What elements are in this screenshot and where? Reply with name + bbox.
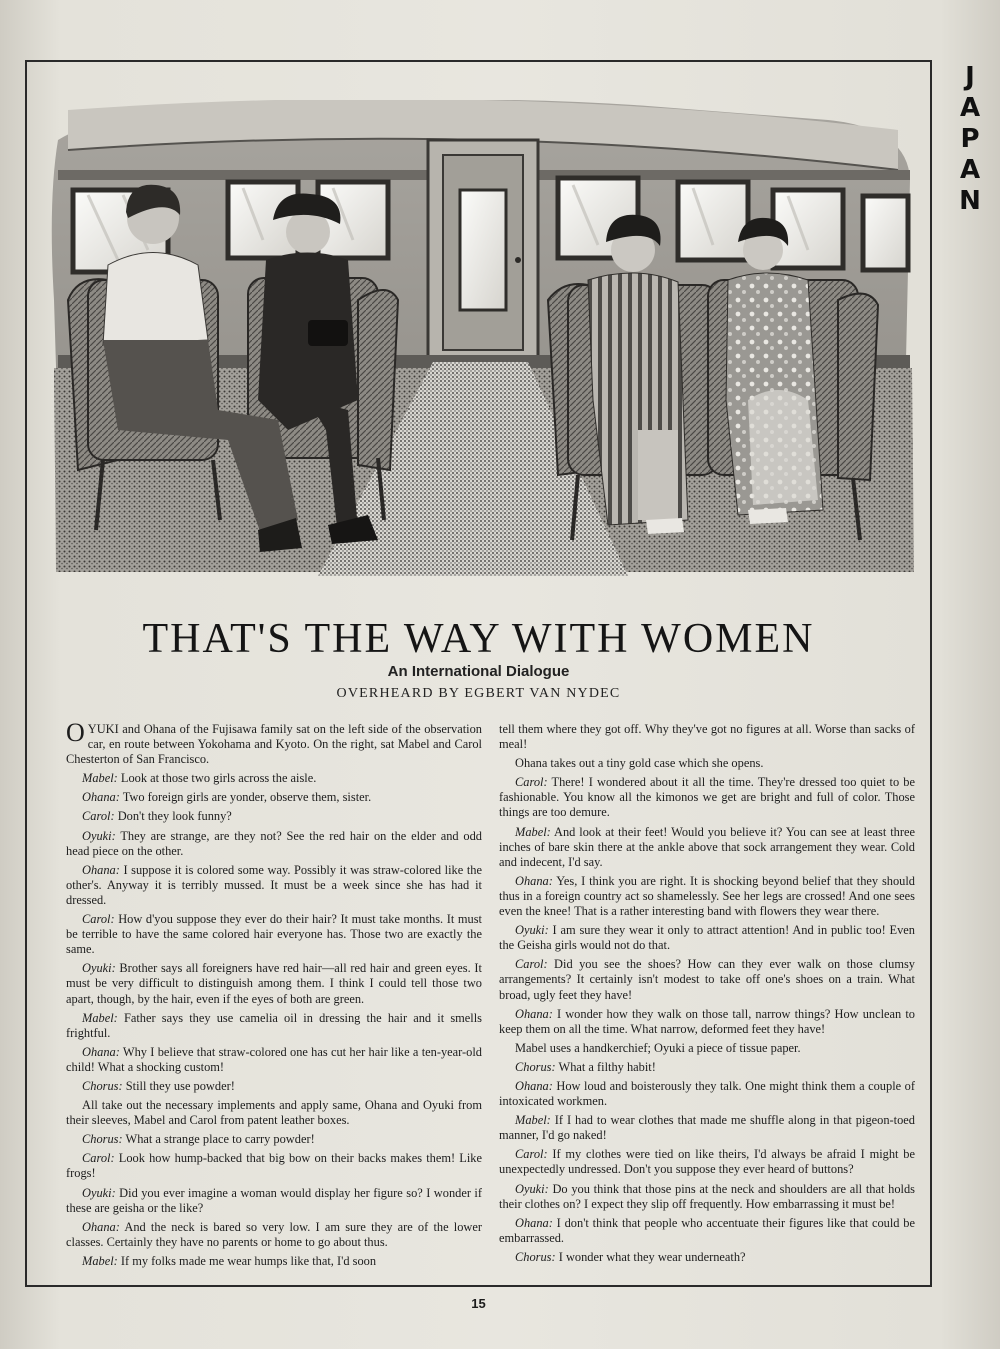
paragraph-text: There! I wondered about it all the time. They're dressed too quiet to be fashionable. You know all the kimonos we get are bright and full of color. Those things are too demure. — [499, 775, 916, 820]
dialogue-paragraph — [499, 874, 915, 919]
paragraph-text: I suppose it is colored some way. Possibly it was straw-colored like the other's. Anyway it is terribly mussed. It must be a week since she has had it dressed. — [66, 862, 482, 907]
paragraph-text: YUKI and Ohana of the Fujisawa family sat on the left side of the observation car, en route between Yokohama and Kyoto. On the right, sat Mabel and Carol Chesterton of San Francisco. — [66, 722, 482, 767]
section-label-japan — [955, 62, 985, 217]
speaker-name: Oyuki: — [82, 828, 116, 843]
dialogue-paragraph — [66, 1151, 482, 1181]
paragraph-text: Father says they use camelia oil in dressing the hair and it smells frightful. — [66, 1010, 482, 1040]
dialogue-paragraph — [66, 829, 482, 859]
dialogue-paragraph — [499, 1079, 915, 1109]
speaker-name: Carol: — [82, 809, 115, 824]
speaker-name: Oyuki: — [515, 923, 549, 938]
speaker-name: Ohana: — [82, 790, 120, 805]
dialogue-paragraph — [66, 961, 482, 1006]
paragraph-text: I wonder what they wear underneath? — [558, 1249, 746, 1264]
dialogue-paragraph — [66, 1254, 482, 1269]
paragraph-text: I am sure they wear it only to attract attention! And in public too! Even the Geisha girls would not do that. — [499, 923, 915, 953]
article-subtitle: An International Dialogue — [387, 663, 570, 680]
speaker-name: Mabel: — [82, 1253, 118, 1268]
text-column-left — [66, 718, 483, 1273]
dialogue-paragraph — [499, 1250, 915, 1265]
speaker-name: Ohana: — [82, 1044, 120, 1059]
speaker-name: Mabel: — [82, 771, 118, 786]
speaker-name: Carol: — [82, 1151, 115, 1166]
paragraph-text: Ohana takes out a tiny gold case which she opens. — [515, 756, 764, 771]
paragraph-text: They are strange, are they not? See the red hair on the elder and odd head piece on the other. — [66, 828, 483, 858]
paragraph-text: If my folks made me wear humps like that, I'd soon — [120, 1253, 377, 1268]
speaker-name: Ohana: — [515, 1078, 553, 1093]
paragraph-text: What a filthy habit! — [558, 1059, 656, 1074]
speaker-name: Mabel: — [82, 1010, 118, 1025]
paragraph-text: And the neck is bared so very low. I am sure they are of the lower classes. Certainly they have no parents or home to go about thus. — [66, 1219, 483, 1249]
paragraph-text: Still they use powder! — [125, 1078, 235, 1093]
dialogue-paragraph — [66, 1079, 482, 1094]
dialogue-paragraph — [499, 722, 915, 752]
dialogue-paragraph — [66, 1186, 482, 1216]
speaker-name: Ohana: — [515, 1006, 553, 1021]
speaker-name: Oyuki: — [82, 1185, 116, 1200]
dialogue-paragraph — [499, 957, 915, 1002]
paragraph-text: If my clothes were tied on like theirs, I'd always be afraid I might be unexpectedly undressed. Don't you suppose they ever heard of buttons? — [499, 1147, 915, 1177]
dialogue-paragraph — [66, 1011, 482, 1041]
dialogue-paragraph — [499, 775, 915, 820]
dialogue-paragraph — [499, 1147, 915, 1177]
side-letter: J — [965, 62, 975, 92]
speaker-name: Carol: — [82, 912, 115, 927]
speaker-name: Ohana: — [82, 1219, 120, 1234]
speaker-name: Chorus: — [82, 1132, 123, 1147]
side-letter: A — [959, 93, 981, 123]
paragraph-text: Brother says all foreigners have red hair—all red hair and green eyes. It must be very difficult to distinguish among them. I think I could tell those two apart, though, by the hair, even if the eyes of both are green. — [66, 961, 482, 1006]
speaker-name: Chorus: — [82, 1078, 123, 1093]
paragraph-text: Look at those two girls across the aisle. — [120, 771, 317, 786]
side-letter: N — [959, 186, 981, 216]
dialogue-paragraph — [499, 1060, 915, 1075]
paragraph-text: Don't they look funny? — [117, 809, 232, 824]
paragraph-text: Do you think that those pins at the neck and shoulders are all that holds their clothes on? I expect they slip off frequently. How embarrassing it must be! — [499, 1181, 915, 1211]
speaker-name: Carol: — [515, 775, 548, 790]
paragraph-text: Why I believe that straw-colored one has cut her hair like a ten-year-old child! What a shocking custom! — [66, 1044, 482, 1074]
paragraph-text: If I had to wear clothes that made me shuffle along in that pigeon-toed manner, I'd go naked! — [499, 1113, 915, 1143]
dialogue-paragraph — [499, 825, 915, 870]
dialogue-paragraph — [499, 1041, 915, 1056]
dialogue-paragraph — [499, 923, 915, 953]
dialogue-paragraph — [499, 1113, 915, 1143]
paragraph-text: I wonder how they walk on those tall, narrow things? How unclean to keep them on all the time. What narrow, deformed feet they have! — [499, 1006, 915, 1036]
drop-cap: O — [66, 718, 85, 747]
side-letter: P — [960, 124, 980, 154]
dialogue-paragraph — [66, 771, 482, 786]
paragraph-text: Did you ever imagine a woman would display her figure so? I wonder if these are geisha or the like? — [66, 1185, 482, 1215]
dialogue-paragraph — [66, 912, 482, 957]
dialogue-paragraph — [66, 1098, 482, 1128]
page-number: 15 — [471, 1296, 486, 1311]
speaker-name: Mabel: — [515, 824, 551, 839]
speaker-name: Oyuki: — [515, 1181, 549, 1196]
speaker-name: Ohana: — [515, 1215, 553, 1230]
article-title: THAT'S THE WAY WITH WOMEN — [142, 616, 815, 662]
paragraph-text: How d'you suppose they ever do their hair? It must take months. It must be terrible to have the same colored hair everyone has. Those two are exactly the same. — [66, 912, 482, 957]
dialogue-paragraph — [66, 1132, 482, 1147]
dialogue-paragraph — [499, 756, 915, 771]
dialogue-paragraph — [66, 1045, 482, 1075]
text-column-right — [499, 722, 915, 1269]
paragraph-text: Yes, I think you are right. It is shocking beyond belief that they should thus in a foreign country act so shamelessly. See her legs are crossed! And one sees even the knee! That is a rather interesting band with flowers they wear there. — [499, 873, 915, 919]
paragraph-text: I don't think that people who accentuate their figures like that could be embarrassed. — [499, 1215, 915, 1245]
dialogue-paragraph — [66, 790, 482, 805]
speaker-name: Ohana: — [82, 862, 120, 877]
speaker-name: Ohana: — [515, 873, 553, 888]
paragraph-text: tell them where they got off. Why they've got no figures at all. Worse than sacks of meal! — [499, 722, 915, 752]
speaker-name: Carol: — [515, 1147, 548, 1162]
dialogue-paragraph — [499, 1007, 915, 1037]
train-car-illustration — [48, 100, 918, 580]
paragraph-text: All take out the necessary implements and apply same, Ohana and Oyuki from their sleeves, Mabel and Carol from patent leather boxes. — [66, 1098, 482, 1128]
speaker-name: Carol: — [515, 957, 548, 972]
speaker-name: Chorus: — [515, 1249, 556, 1264]
paragraph-text: What a strange place to carry powder! — [125, 1132, 315, 1147]
side-letter: A — [959, 155, 981, 185]
dialogue-paragraph — [66, 809, 482, 824]
paragraph-text: How loud and boisterously they talk. One might think them a couple of intoxicated workmen. — [499, 1078, 915, 1109]
paragraph-text: And look at their feet! Would you believe it? You can see at least three inches of bare skin there at the ankle above that sock arrangement they wear. Cold and indecent, I'd say. — [499, 824, 915, 869]
dialogue-paragraph — [66, 863, 482, 908]
dialogue-paragraph — [66, 1220, 482, 1250]
speaker-name: Oyuki: — [82, 961, 116, 976]
dialogue-paragraph — [499, 1216, 915, 1246]
article-byline: OVERHEARD BY EGBERT VAN NYDEC — [336, 686, 621, 701]
paragraph-text: Two foreign girls are yonder, observe them, sister. — [122, 790, 372, 805]
dialogue-paragraph — [499, 1182, 915, 1212]
speaker-name: Mabel: — [515, 1113, 551, 1128]
speaker-name: Chorus: — [515, 1059, 556, 1074]
paragraph-text: Look how hump-backed that big bow on their backs makes them! Like frogs! — [66, 1151, 482, 1181]
paragraph-text: Mabel uses a handkerchief; Oyuki a piece of tissue paper. — [515, 1040, 801, 1055]
paragraph-text: Did you see the shoes? How can they ever walk on those clumsy arrangements? It certainly isn't modest to take off one's shoes on a train. What broad, ugly feet they have! — [499, 957, 915, 1002]
dialogue-paragraph — [66, 718, 482, 767]
